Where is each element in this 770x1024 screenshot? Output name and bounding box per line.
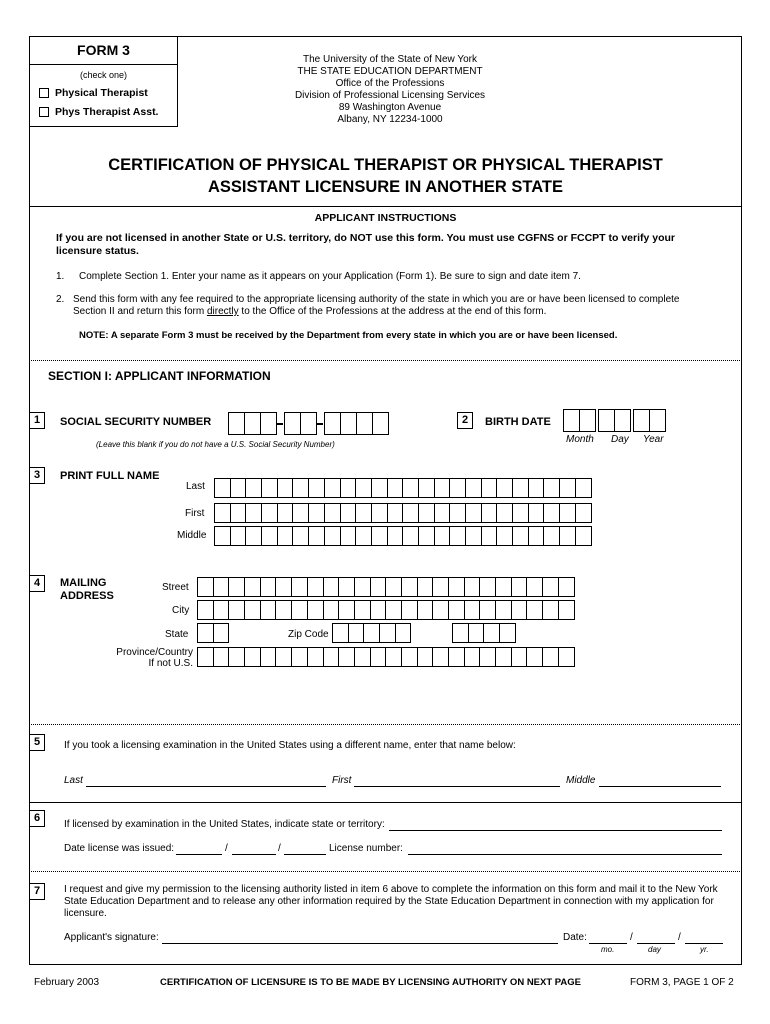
char-box[interactable] (275, 647, 292, 667)
char-box[interactable] (323, 577, 340, 597)
char-box[interactable] (464, 647, 481, 667)
divider (29, 360, 742, 361)
item-number: 5 (29, 734, 45, 751)
agency-line: THE STATE EDUCATION DEPARTMENT (297, 66, 483, 77)
char-box[interactable] (511, 647, 528, 667)
char-box[interactable] (363, 623, 380, 643)
char-box[interactable] (324, 526, 341, 546)
char-box[interactable] (558, 577, 575, 597)
char-box[interactable] (228, 647, 245, 667)
prev-middle-label: Middle (566, 775, 596, 786)
char-box[interactable] (324, 503, 341, 523)
agency-line: Albany, NY 12234-1000 (337, 114, 443, 125)
char-box[interactable] (213, 647, 230, 667)
day-label: Day (611, 434, 629, 445)
date-slash: / (278, 843, 281, 854)
char-box[interactable] (483, 623, 500, 643)
signature-label: Applicant's signature: (64, 932, 159, 943)
char-box[interactable] (385, 577, 402, 597)
char-box[interactable] (379, 623, 396, 643)
prev-first-field[interactable] (354, 786, 560, 787)
char-box[interactable] (308, 526, 325, 546)
footer-page: FORM 3, PAGE 1 OF 2 (630, 977, 734, 988)
agency-line: Division of Professional Licensing Services (294, 90, 486, 101)
char-box[interactable] (370, 577, 387, 597)
agency-line: 89 Washington Avenue (338, 102, 442, 113)
char-box[interactable] (528, 503, 545, 523)
char-box[interactable] (417, 577, 434, 597)
char-box[interactable] (432, 647, 449, 667)
birth-date-label: BIRTH DATE (485, 416, 551, 428)
char-box[interactable] (260, 600, 277, 620)
char-box[interactable] (230, 526, 247, 546)
title-line: ASSISTANT LICENSURE IN ANOTHER STATE (207, 178, 564, 196)
instruction-text: to the Office of the Professions at the address at the end of this form. (238, 306, 547, 317)
char-box[interactable] (575, 503, 592, 523)
char-box[interactable] (481, 526, 498, 546)
char-box[interactable] (338, 577, 355, 597)
char-box[interactable] (495, 600, 512, 620)
agency-line: Office of the Professions (335, 78, 445, 89)
char-box[interactable] (481, 478, 498, 498)
license-number-label: License number: (329, 843, 403, 854)
char-box[interactable] (307, 600, 324, 620)
char-box[interactable] (402, 478, 419, 498)
char-box[interactable] (395, 623, 412, 643)
zip-input[interactable] (332, 623, 410, 643)
char-box[interactable] (261, 526, 278, 546)
checkbox[interactable] (39, 88, 49, 98)
char-box[interactable] (292, 503, 309, 523)
char-box[interactable] (197, 647, 214, 667)
char-box[interactable] (214, 503, 231, 523)
instruction-item-1: Complete Section 1. Enter your name as it appears on your Application (Form 1). Be sure to sign and date item 7. (79, 271, 581, 282)
date-slash: / (630, 932, 633, 943)
char-box[interactable] (479, 600, 496, 620)
char-box[interactable] (230, 478, 247, 498)
ssn-input[interactable] (228, 412, 388, 435)
char-box[interactable] (543, 478, 560, 498)
char-box[interactable] (512, 503, 529, 523)
title-line: CERTIFICATION OF PHYSICAL THERAPIST OR PHYSICAL THERAPIST (108, 156, 663, 174)
province-input[interactable] (197, 647, 574, 667)
char-box[interactable] (308, 478, 325, 498)
city-input[interactable] (197, 600, 574, 620)
char-box[interactable] (511, 577, 528, 597)
char-box[interactable] (275, 600, 292, 620)
issue-month-field[interactable] (176, 854, 222, 855)
city-label: City (172, 605, 190, 616)
char-box[interactable] (542, 647, 559, 667)
char-box[interactable] (197, 623, 214, 643)
date-slash: / (678, 932, 681, 943)
char-box[interactable] (308, 503, 325, 523)
sig-day-field[interactable] (637, 943, 675, 944)
form-title (29, 154, 742, 198)
char-box[interactable] (213, 577, 230, 597)
char-box[interactable] (449, 478, 466, 498)
char-box[interactable] (449, 503, 466, 523)
date-issued-label: Date license was issued: (64, 843, 175, 854)
char-box[interactable] (245, 503, 262, 523)
char-box[interactable] (244, 577, 261, 597)
char-box[interactable] (244, 600, 261, 620)
char-box[interactable] (559, 526, 576, 546)
yr-label: yr. (700, 945, 709, 954)
char-box[interactable] (332, 623, 349, 643)
char-box[interactable] (496, 478, 513, 498)
char-box[interactable] (213, 623, 230, 643)
char-box[interactable] (452, 623, 469, 643)
char-box[interactable] (370, 647, 387, 667)
middle-name-input[interactable] (214, 526, 591, 546)
char-box[interactable] (465, 503, 482, 523)
option-label: Phys Therapist Asst. (55, 106, 159, 118)
char-box[interactable] (496, 503, 513, 523)
char-box[interactable] (512, 526, 529, 546)
char-box[interactable] (449, 526, 466, 546)
footer-notice: CERTIFICATION OF LICENSURE IS TO BE MADE BY LICENSING AUTHORITY ON NEXT PAGE (160, 977, 582, 988)
permission-text: I request and give my permission to the licensing authority listed in item 6 above to complete the information on this form and mail it to the New York State Education Department and to release any other information required by the State Education Department in connection with my application for licensure. (64, 884, 718, 919)
char-box[interactable] (543, 503, 560, 523)
char-box[interactable] (261, 503, 278, 523)
char-box[interactable] (292, 478, 309, 498)
char-box[interactable] (371, 478, 388, 498)
char-box[interactable] (464, 600, 481, 620)
char-box[interactable] (371, 503, 388, 523)
mailing-address-label (60, 577, 114, 603)
state-territory-field[interactable] (389, 830, 722, 831)
prev-last-field[interactable] (86, 786, 326, 787)
divider (29, 206, 742, 207)
month-label: Month (566, 434, 594, 445)
first-name-input[interactable] (214, 503, 591, 523)
char-box[interactable] (511, 600, 528, 620)
birth-date-input[interactable] (563, 409, 665, 432)
street-label: Street (162, 582, 189, 593)
license-number-field[interactable] (408, 854, 722, 855)
char-box[interactable] (401, 577, 418, 597)
char-box[interactable] (291, 647, 308, 667)
char-box[interactable] (260, 577, 277, 597)
instruction-number: 2. (56, 294, 65, 305)
char-box[interactable] (355, 478, 372, 498)
instructions-note: NOTE: A separate Form 3 must be received by the Department from every state in which you are or have been licensed. (79, 330, 618, 341)
char-box[interactable] (307, 577, 324, 597)
instruction-item-2 (73, 294, 693, 318)
item-number: 7 (29, 883, 45, 900)
char-box[interactable] (323, 600, 340, 620)
char-box[interactable] (558, 600, 575, 620)
char-box[interactable] (292, 526, 309, 546)
char-box[interactable] (370, 600, 387, 620)
item5-text: If you took a licensing examination in the United States using a different name, enter that name below: (64, 740, 516, 751)
char-box[interactable] (434, 526, 451, 546)
section-heading: SECTION I: APPLICANT INFORMATION (48, 369, 271, 383)
char-box[interactable] (558, 647, 575, 667)
char-box[interactable] (575, 478, 592, 498)
char-box[interactable] (338, 600, 355, 620)
footer-date: February 2003 (34, 977, 100, 988)
char-box[interactable] (387, 526, 404, 546)
check-one-label: (check one) (79, 70, 128, 80)
instruction-emphasis: directly (206, 306, 239, 317)
item-number: 6 (29, 810, 45, 827)
char-box[interactable] (340, 478, 357, 498)
char-box[interactable] (512, 478, 529, 498)
char-box[interactable] (348, 623, 365, 643)
char-box[interactable] (559, 478, 576, 498)
item-number: 2 (457, 412, 473, 429)
char-box[interactable] (338, 647, 355, 667)
ssn-note: (Leave this blank if you do not have a U.S. Social Security Number) (96, 440, 335, 449)
char-box[interactable] (228, 600, 245, 620)
char-box[interactable] (448, 577, 465, 597)
label-line: If not U.S. (148, 658, 193, 669)
char-box[interactable] (228, 577, 245, 597)
label-line: Province/Country (116, 647, 193, 658)
char-box[interactable] (340, 526, 357, 546)
char-box[interactable] (307, 647, 324, 667)
char-box[interactable] (245, 526, 262, 546)
char-box[interactable] (432, 577, 449, 597)
char-box[interactable] (387, 478, 404, 498)
option-phys-therapist-asst[interactable] (39, 106, 158, 118)
char-box[interactable] (465, 526, 482, 546)
char-box[interactable] (355, 526, 372, 546)
char-box[interactable] (340, 503, 357, 523)
char-box[interactable] (542, 600, 559, 620)
divider (29, 871, 742, 872)
char-box[interactable] (214, 526, 231, 546)
char-box[interactable] (402, 526, 419, 546)
char-box[interactable] (495, 577, 512, 597)
char-box[interactable] (528, 478, 545, 498)
last-name-label: Last (186, 481, 205, 492)
char-box[interactable] (244, 647, 261, 667)
issue-year-field[interactable] (284, 854, 326, 855)
agency-line: The University of the State of New York (303, 54, 477, 65)
name-label: PRINT FULL NAME (60, 470, 160, 482)
province-label (116, 647, 193, 669)
char-box[interactable] (354, 647, 371, 667)
char-box[interactable] (275, 577, 292, 597)
char-box[interactable] (418, 503, 435, 523)
char-box[interactable] (214, 478, 231, 498)
option-label: Physical Therapist (55, 87, 148, 99)
agency-address (250, 54, 530, 126)
char-box[interactable] (418, 526, 435, 546)
issue-day-field[interactable] (232, 854, 276, 855)
char-box[interactable] (468, 623, 485, 643)
divider (29, 724, 742, 725)
char-box[interactable] (418, 478, 435, 498)
last-name-input[interactable] (214, 478, 591, 498)
char-box[interactable] (197, 600, 214, 620)
checkbox[interactable] (39, 107, 49, 117)
char-box[interactable] (197, 577, 214, 597)
char-box[interactable] (385, 600, 402, 620)
char-box[interactable] (245, 478, 262, 498)
char-box[interactable] (434, 478, 451, 498)
char-box[interactable] (526, 577, 543, 597)
state-label: State (165, 629, 189, 640)
item-number: 4 (29, 575, 45, 592)
char-box[interactable] (417, 600, 434, 620)
char-box[interactable] (417, 647, 434, 667)
char-box[interactable] (261, 478, 278, 498)
char-box[interactable] (464, 577, 481, 597)
prev-first-label: First (332, 775, 352, 786)
state-input[interactable] (197, 623, 228, 643)
sig-date-label: Date: (563, 932, 587, 943)
char-box[interactable] (495, 647, 512, 667)
char-box[interactable] (355, 503, 372, 523)
sig-year-field[interactable] (685, 943, 723, 944)
signature-field[interactable] (162, 943, 558, 944)
char-box[interactable] (324, 478, 341, 498)
char-box[interactable] (448, 647, 465, 667)
char-box[interactable] (371, 526, 388, 546)
divider (29, 802, 742, 803)
label-line: MAILING (60, 577, 107, 589)
instructions-warning: If you are not licensed in another State or U.S. territory, do NOT use this form. You must use CGFNS or FCCPT to verify your licensure status. (56, 232, 676, 257)
ssn-label: SOCIAL SECURITY NUMBER (60, 416, 212, 428)
char-box[interactable] (277, 526, 294, 546)
char-box[interactable] (401, 647, 418, 667)
char-box[interactable] (213, 600, 230, 620)
char-box[interactable] (499, 623, 516, 643)
char-box[interactable] (528, 526, 545, 546)
middle-name-label: Middle (177, 530, 207, 541)
char-box[interactable] (277, 478, 294, 498)
char-box[interactable] (291, 600, 308, 620)
char-box[interactable] (385, 647, 402, 667)
char-box[interactable] (387, 503, 404, 523)
char-box[interactable] (402, 503, 419, 523)
instructions-heading: APPLICANT INSTRUCTIONS (314, 212, 457, 224)
char-box[interactable] (230, 503, 247, 523)
char-box[interactable] (354, 600, 371, 620)
char-box[interactable] (526, 647, 543, 667)
sig-month-field[interactable] (589, 943, 627, 944)
char-box[interactable] (479, 647, 496, 667)
prev-middle-field[interactable] (599, 786, 721, 787)
zip-label: Zip Code (288, 629, 329, 640)
year-label: Year (643, 434, 664, 445)
char-box[interactable] (496, 526, 513, 546)
street-input[interactable] (197, 577, 574, 597)
item-number: 3 (29, 467, 45, 484)
option-physical-therapist[interactable] (39, 87, 148, 99)
label-line: ADDRESS (60, 590, 114, 602)
char-box[interactable] (432, 600, 449, 620)
first-name-label: First (185, 508, 205, 519)
char-box[interactable] (526, 600, 543, 620)
char-box[interactable] (542, 577, 559, 597)
char-box[interactable] (559, 503, 576, 523)
instruction-text: Send this form with any fee required to the appropriate licensing authority of the state in which you are or have been licensed to complete Section II and return this form (73, 294, 680, 317)
char-box[interactable] (260, 647, 277, 667)
char-box[interactable] (479, 577, 496, 597)
char-box[interactable] (291, 577, 308, 597)
prev-last-label: Last (64, 775, 83, 786)
char-box[interactable] (481, 503, 498, 523)
char-box[interactable] (323, 647, 340, 667)
char-box[interactable] (401, 600, 418, 620)
char-box[interactable] (277, 503, 294, 523)
char-box[interactable] (448, 600, 465, 620)
char-box[interactable] (434, 503, 451, 523)
char-box[interactable] (543, 526, 560, 546)
form-type-box (29, 36, 178, 127)
day-label: day (648, 945, 661, 954)
instruction-number: 1. (56, 271, 65, 282)
char-box[interactable] (575, 526, 592, 546)
zip-plus4-input[interactable] (452, 623, 515, 643)
char-box[interactable] (354, 577, 371, 597)
item-number: 1 (29, 412, 45, 429)
char-box[interactable] (465, 478, 482, 498)
form-number: FORM 3 (30, 37, 177, 65)
mo-label: mo. (601, 945, 615, 954)
date-slash: / (225, 843, 228, 854)
item6-text: If licensed by examination in the United States, indicate state or territory: (64, 819, 385, 830)
